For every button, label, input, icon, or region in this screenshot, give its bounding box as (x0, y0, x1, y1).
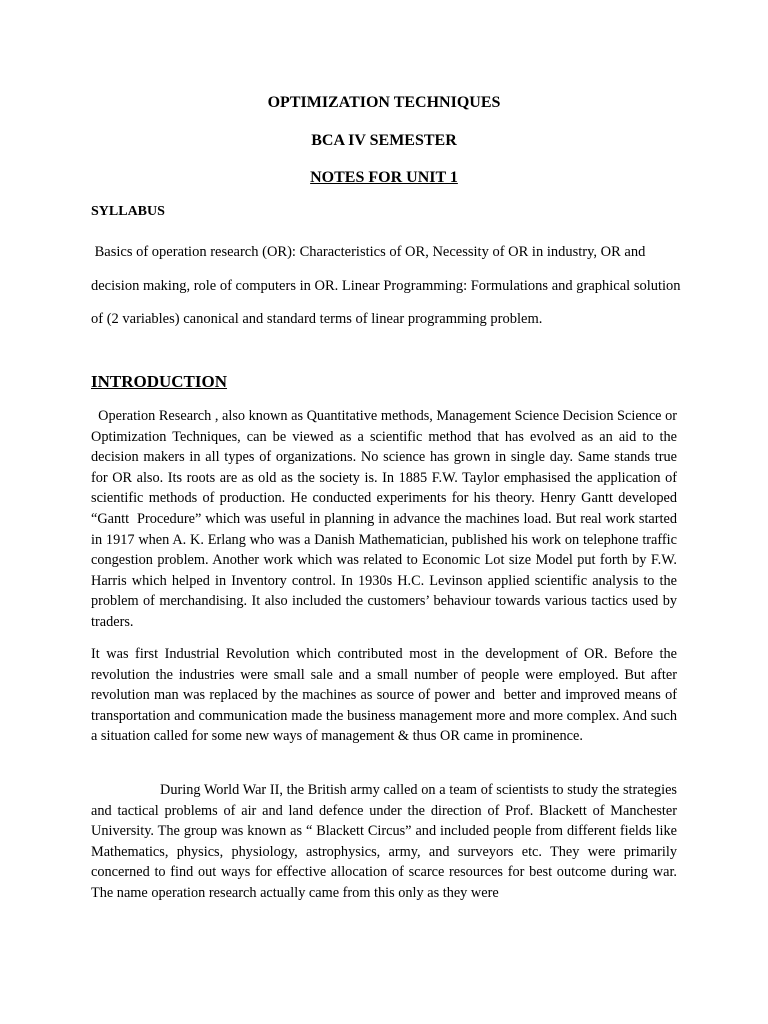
syllabus-text: Basics of operation research (OR): Characteristics of OR, Necessity of OR in industry, OR and decision making, role of computers in OR. Linear Programming: Formulations and graphical solution of (2 variables) canonical and standard terms of linear programming problem. (91, 244, 685, 327)
notes-heading: NOTES FOR UNIT 1 (310, 169, 458, 186)
document-title: OPTIMIZATION TECHNIQUES (267, 94, 501, 111)
semester-heading: BCA IV SEMESTER (311, 132, 457, 149)
introduction-paragraph: During World War II, the British army called on a team of scientists to study the strategies and tactical problems of air and land defence under the direction of Prof. Blackett of Manchester University. The group was known as “ Blackett Circus” and included people from different fields like Mathematics, physics, physiology, astrophysics, army, and surveyors etc. They were primarily concerned to find out ways for effective allocation of scarce resources for best outcome during war. The name operation research actually came from this only as they were (91, 782, 677, 901)
syllabus-heading: SYLLABUS (91, 204, 165, 219)
introduction-paragraph: Operation Research , also known as Quantitative methods, Management Science Decision Science or Optimization Techniques, can be viewed as a scientific method that has evolved as an aid to the decision makers in all types of organizations. No science has grown in single day. Same stands true for OR also. Its roots are as old as the society is. In 1885 F.W. Taylor emphasised the application of scientific methods of production. He conducted experiments for his theory. Henry Gantt developed “Gantt Procedure” which was useful in planning in advance the machines load. But real work started in 1917 when A. K. Erlang who was a Danish Mathematician, published his work on telephone traffic congestion problem. Another work which was related to Economic Lot size Model put forth by F.W. Harris which helped in Inventory control. In 1930s H.C. Levinson applied scientific analysis to the problem of merchandising. It also included the customers’ behaviour towards various tactics used by traders. (91, 408, 681, 630)
introduction-heading: INTRODUCTION (91, 372, 228, 391)
introduction-paragraph: It was first Industrial Revolution which contributed most in the development of OR. Before the revolution the industries were small sale and a small number of people were employed. But after revolution man was replaced by the machines as source of power and better and improved means of transportation and communication made the business management more and more complex. And such a situation called for some new ways of management & thus OR came in prominence. (91, 646, 681, 745)
